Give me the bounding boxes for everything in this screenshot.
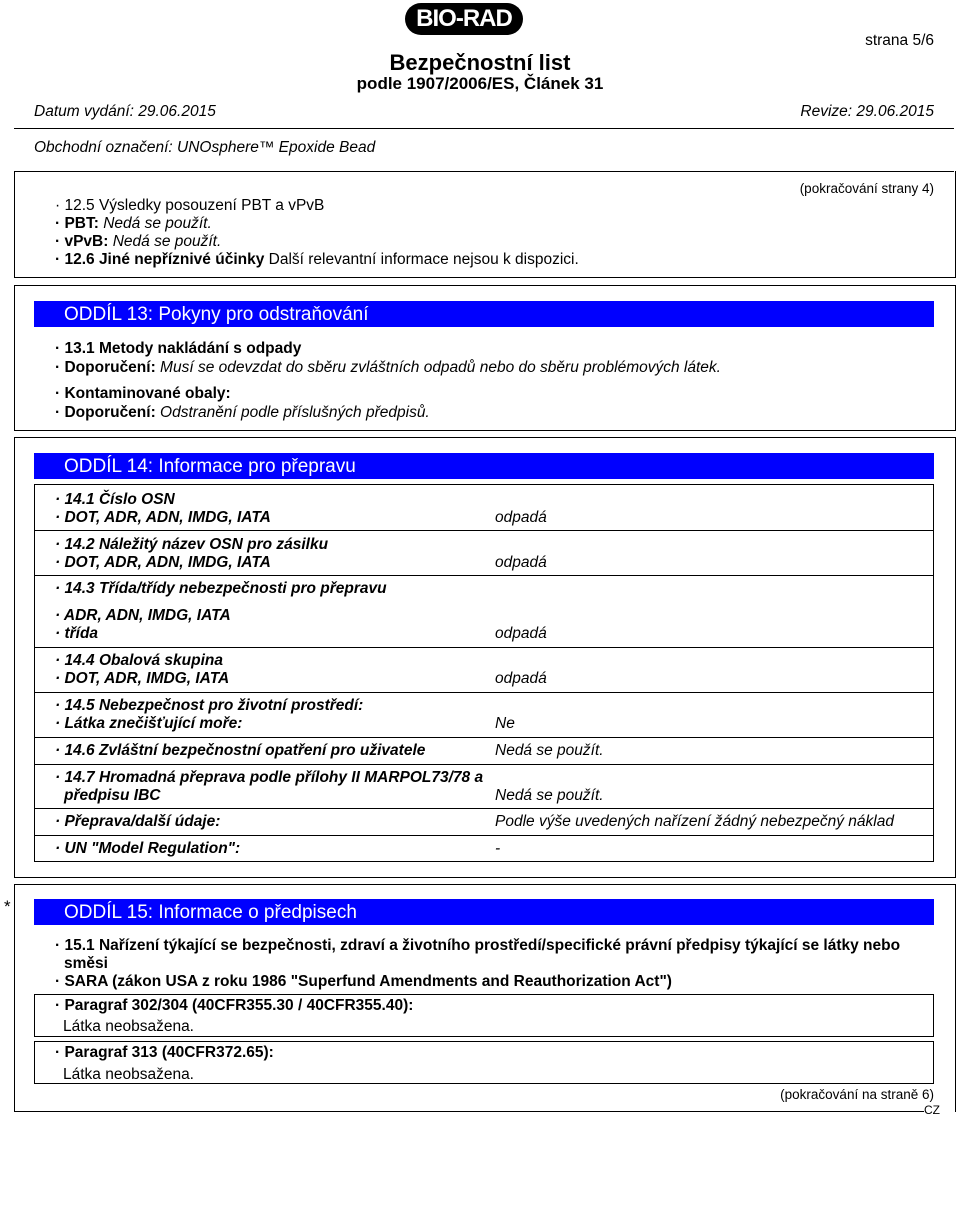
r4-title: · 14.4 Obalová skupina: [55, 652, 223, 669]
r7-label-cont: předpisu IBC: [64, 787, 161, 804]
bottom-line: [14, 1111, 924, 1112]
row-divider: [34, 737, 934, 738]
recommendation-value: Odstranění podle příslušných předpisů.: [155, 404, 430, 421]
r1-value: odpadá: [495, 509, 547, 526]
document-subtitle: podle 1907/2006/ES, Článek 31: [356, 74, 604, 93]
document-title: Bezpečnostní list: [389, 50, 571, 75]
r1-label: · DOT, ADR, ADN, IMDG, IATA: [55, 509, 271, 526]
row-divider: [34, 530, 934, 531]
section-15-heading: ODDÍL 15: Informace o předpisech: [34, 899, 934, 925]
revision-date: Revize: 29.06.2015: [800, 103, 934, 120]
sec12-other-effects: [55, 251, 579, 269]
sec15-regulations: · 15.1 Nařízení týkající se bezpečnosti, zdraví a životního prostředí/specifické právní předpisy týkající se látky nebo: [55, 937, 901, 954]
recommendation-value: Musí se odevzdat do sběru zvláštních odpadů nebo do sběru problémových látek.: [155, 359, 721, 376]
r5-label: · Látka znečišťující moře:: [55, 715, 243, 732]
paragraph-313-title: · Paragraf 313 (40CFR372.65):: [55, 1044, 274, 1061]
r2-value: odpadá: [495, 554, 547, 571]
sec13-recommendation-2: [55, 404, 430, 422]
revision-marker: *: [4, 897, 11, 916]
language-code: CZ: [924, 1103, 940, 1117]
r4-value: odpadá: [495, 670, 547, 687]
r6-value: Nedá se použít.: [495, 742, 604, 759]
r1-title: · 14.1 Číslo OSN: [55, 491, 175, 508]
vpvb-label: · vPvB:: [55, 233, 109, 250]
r3-label: · třída: [55, 625, 99, 642]
sec12-pbt: [55, 215, 212, 233]
issue-date: Datum vydání: 29.06.2015: [34, 103, 216, 120]
section-13-heading: ODDÍL 13: Pokyny pro odstraňování: [34, 301, 934, 327]
sec13-recommendation: [55, 359, 721, 377]
recommendation-label: · Doporučení:: [55, 359, 156, 376]
r2-label: · DOT, ADR, ADN, IMDG, IATA: [55, 554, 271, 571]
r7-label: · 14.7 Hromadná přeprava podle přílohy II MARPOL73/78 a: [55, 769, 484, 786]
r3-title: · 14.3 Třída/třídy nebezpečnosti pro přepravu: [55, 580, 387, 597]
row-divider: [34, 647, 934, 648]
r8-label: · Přeprava/další údaje:: [55, 813, 221, 830]
r5-title: · 14.5 Nebezpečnost pro životní prostředí:: [55, 697, 364, 714]
bio-rad-logo: [405, 3, 523, 35]
sec12-vpvb: [55, 233, 221, 251]
paragraph-302-title: · Paragraf 302/304 (40CFR355.30 / 40CFR355.40):: [55, 997, 414, 1014]
r9-value: -: [495, 840, 501, 857]
row-divider: [34, 575, 934, 576]
other-effects-label: · 12.6 Jiné nepříznivé účinky: [55, 251, 265, 268]
r4-label: · DOT, ADR, IMDG, IATA: [55, 670, 230, 687]
sec15-sara: · SARA (zákon USA z roku 1986 "Superfund Amendments and Reauthorization Act"): [55, 973, 672, 990]
r3-value: odpadá: [495, 625, 547, 642]
r2-title: · 14.2 Náležitý název OSN pro zásilku: [55, 536, 329, 553]
sec12-line: · 12.5 Výsledky posouzení PBT a vPvB: [55, 197, 325, 214]
pbt-value: Nedá se použít.: [98, 215, 212, 232]
r6-label: · 14.6 Zvláštní bezpečnostní opatření pro uživatele: [55, 742, 426, 759]
sec13-methods: · 13.1 Metody nakládání s odpady: [55, 340, 302, 357]
continued-to: (pokračování na straně 6): [780, 1087, 934, 1102]
r9-label: · UN "Model Regulation":: [55, 840, 241, 857]
r5-value: Ne: [495, 715, 515, 732]
divider: [14, 128, 954, 129]
sec13-contaminated: · Kontaminované obaly:: [55, 385, 231, 402]
r3-sub: · ADR, ADN, IMDG, IATA: [55, 607, 231, 624]
continued-from: (pokračování strany 4): [799, 181, 934, 196]
pbt-label: · PBT:: [55, 215, 99, 232]
recommendation-label: · Doporučení:: [55, 404, 156, 421]
logo-text: BIO-RAD: [416, 5, 512, 32]
section-14-heading: ODDÍL 14: Informace pro přepravu: [34, 453, 934, 479]
row-divider: [34, 808, 934, 809]
other-effects-value: Další relevantní informace nejsou k dispozici.: [264, 251, 579, 268]
trade-name: Obchodní označení: UNOsphere™ Epoxide Bead: [34, 139, 376, 156]
r8-value: Podle výše uvedených nařízení žádný nebezpečný náklad: [495, 813, 894, 830]
sec15-regulations-cont: směsi: [64, 955, 108, 972]
row-divider: [34, 692, 934, 693]
row-divider: [34, 835, 934, 836]
page-number: strana 5/6: [865, 32, 934, 49]
row-divider: [34, 764, 934, 765]
paragraph-313-value: Látka neobsažena.: [63, 1066, 194, 1083]
r7-value: Nedá se použít.: [495, 787, 604, 804]
paragraph-302-value: Látka neobsažena.: [63, 1018, 194, 1035]
vpvb-value: Nedá se použít.: [108, 233, 222, 250]
